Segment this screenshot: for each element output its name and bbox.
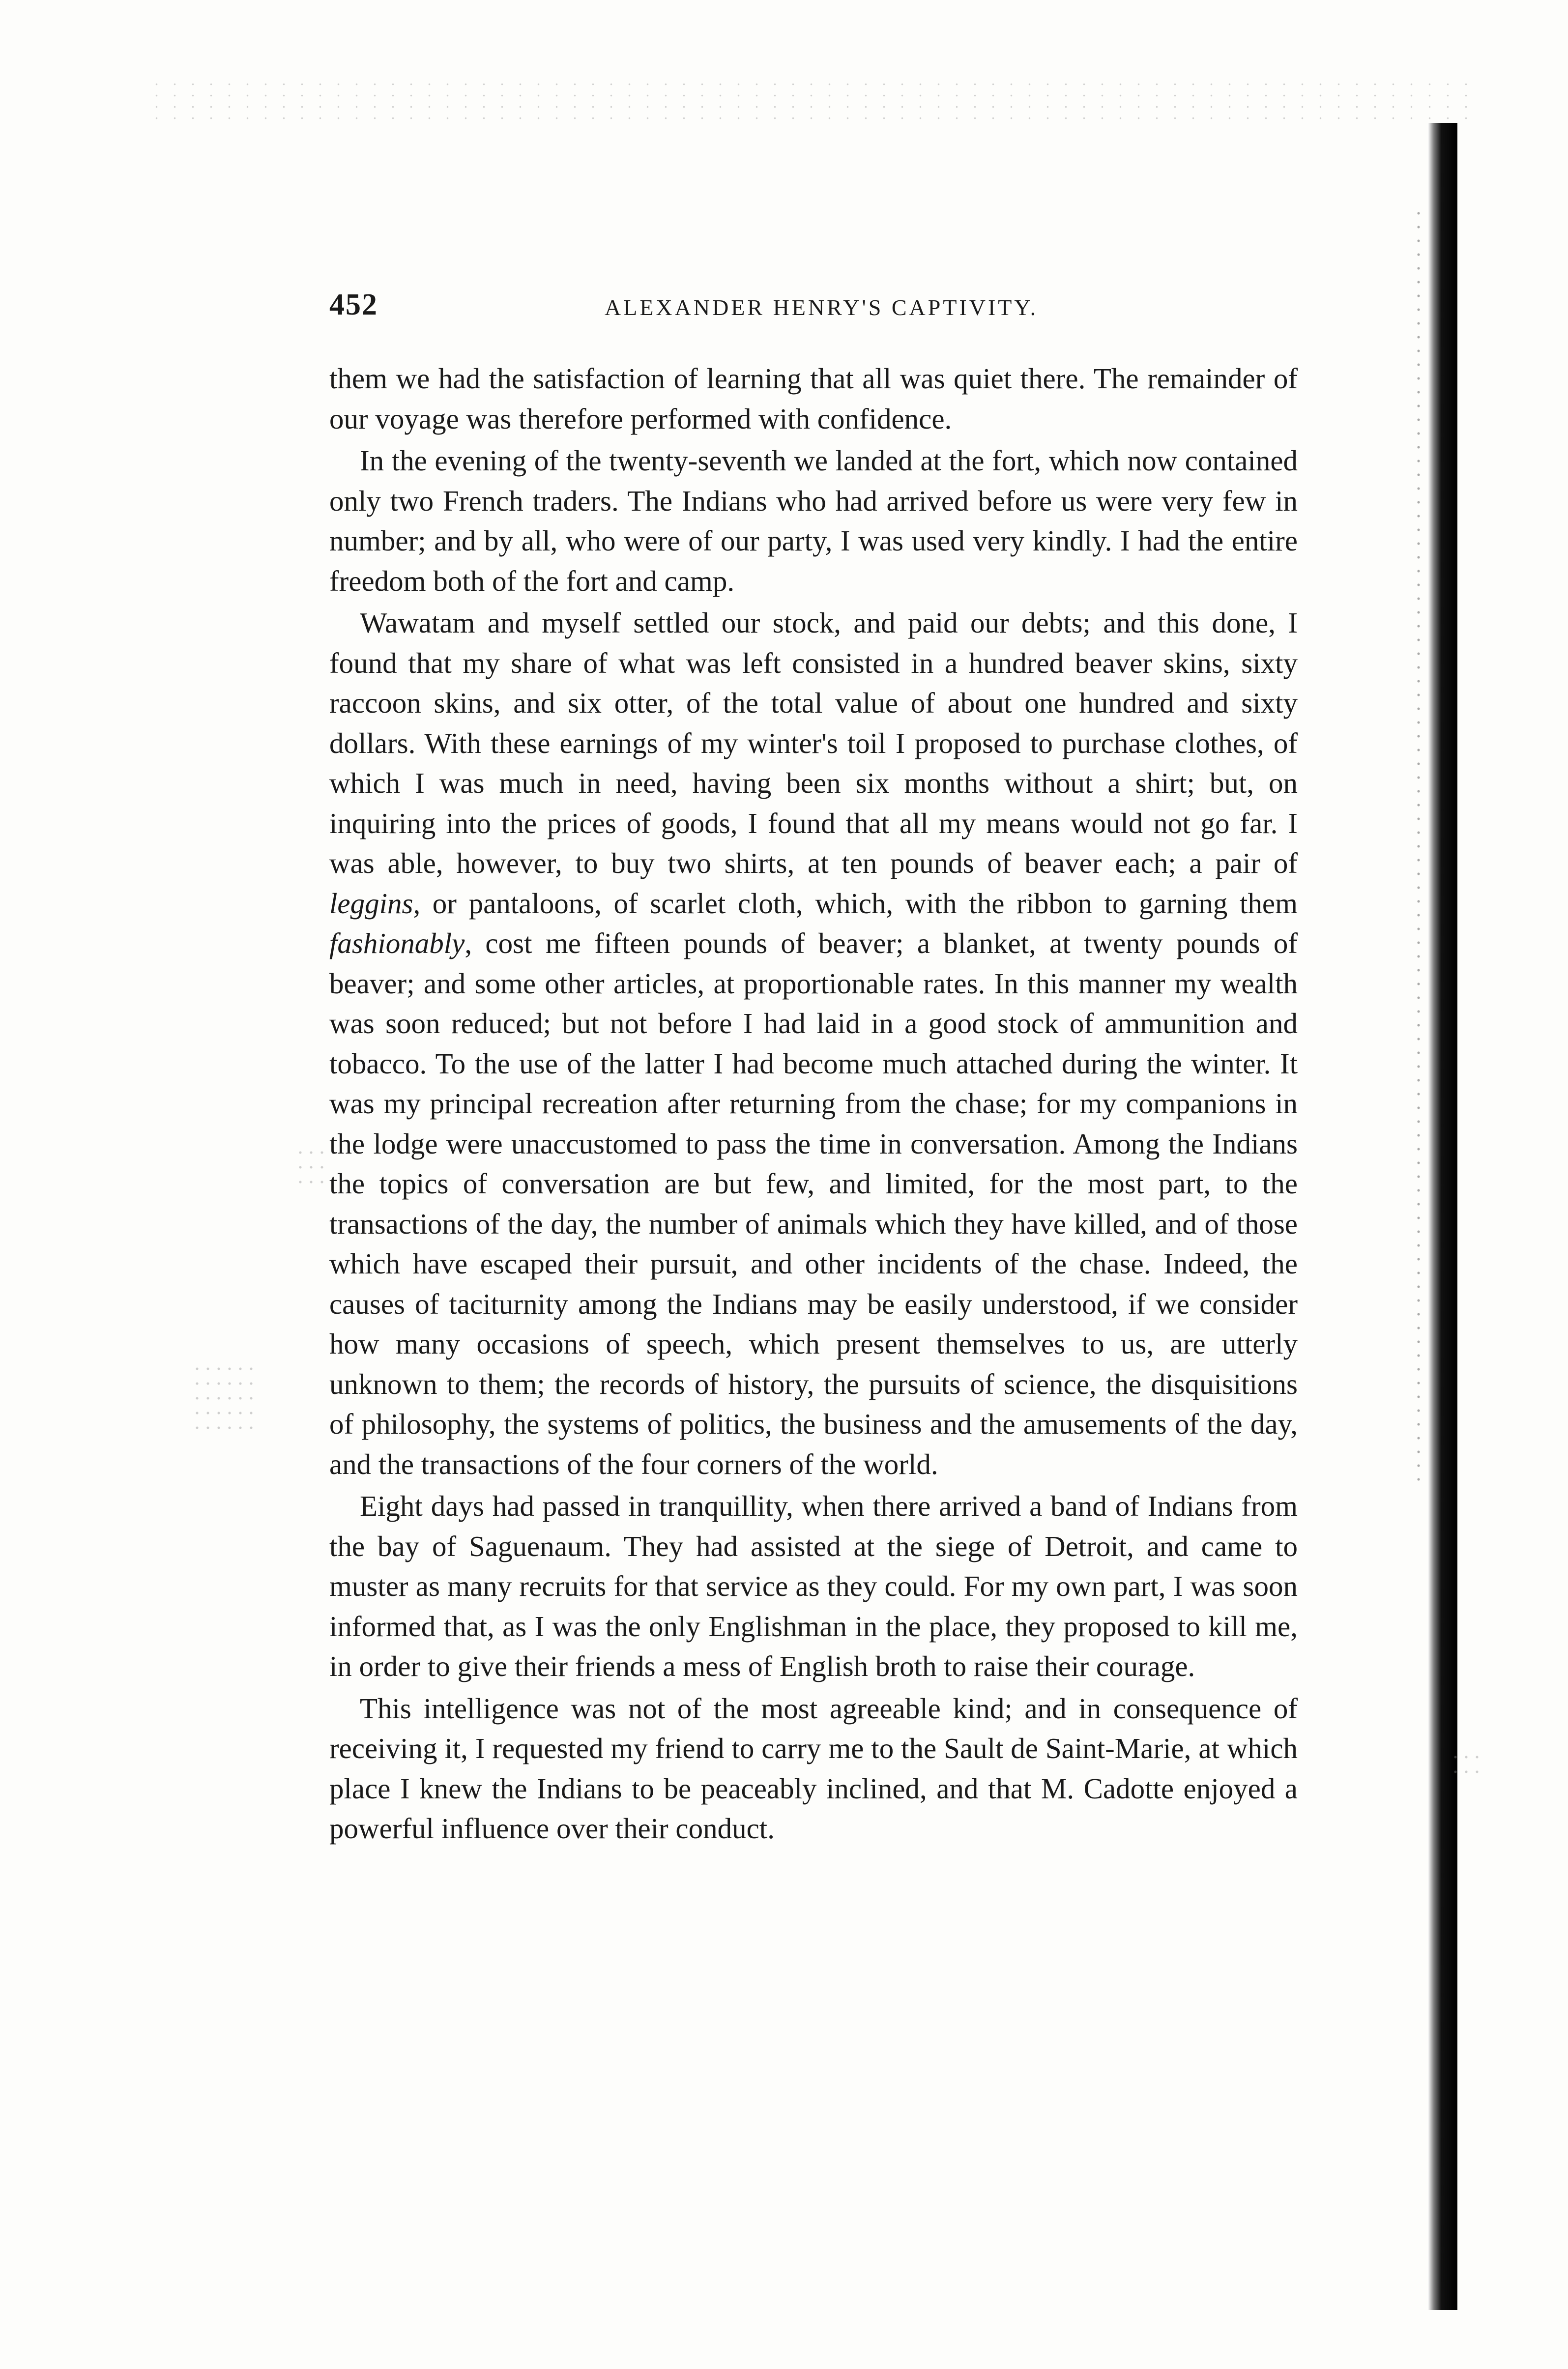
scan-specks bbox=[192, 1361, 256, 1440]
binding-shadow bbox=[1428, 123, 1457, 2310]
body-text bbox=[329, 359, 1298, 1849]
paragraph: Eight days had passed in tranquillity, when there arrived a band of Indians from the bay of Saguenaum. They had assisted at the siege of Detroit, and came to muster as many recruits for that service as they could. For my own part, I was soon informed that, as I was the only Englishman in the place, they proposed to kill me, in order to give their friends a mess of English broth to raise their courage. bbox=[329, 1490, 1298, 1682]
italic-term: fashionably bbox=[329, 927, 465, 959]
page-number: 452 bbox=[329, 288, 378, 321]
text-run: , cost me fifteen pounds of beaver; a blanket, at twenty pounds of beaver; and some other articles, at proportionable rates. In this manner my wealth was soon reduced; but not before I had laid in a good stock of ammunition and tobacco. To the use of the latter I had become much attached during the winter. It was my principal recreation after returning from the chase; for my companions in the lodge were unaccustomed to pass the time in conversation. Among the Indians the topics of conversation are but few, and limited, for the most part, to the transactions of the day, the number of animals which they have killed, and of those which have escaped their pursuit, and other incidents of the chase. Indeed, the causes of taciturnity among the Indians may be easily understood, if we consider how many occasions of speech, which present themselves to us, are utterly unknown to them; the records of history, the pursuits of science, the disquisitions of philosophy, the systems of politics, the business and the amusements of the day, and the transactions of the four corners of the world. bbox=[329, 927, 1298, 1480]
text-run: Wawatam and myself settled our stock, and paid our debts; and this done, I found that my share of what was left consisted in a hundred beaver skins, sixty raccoon skins, and six otter, of the total value of about one hundred and sixty dollars. With these earnings of my winter's toil I proposed to purchase clothes, of which I was much in need, having been six months without a shirt; but, on inquiring into the prices of goods, I found that all my means would not go far. I was able, however, to buy two shirts, at ten pounds of beaver each; a pair of bbox=[329, 607, 1298, 879]
page-header bbox=[329, 288, 1303, 327]
scan-specks bbox=[295, 1145, 324, 1184]
paragraph: This intelligence was not of the most agreeable kind; and in consequence of receiving it, I requested my friend to carry me to the Sault de Saint-Marie, at which place I knew the Indians to be peaceably inclined, and that M. Cadotte enjoyed a powerful influence over their conduct. bbox=[329, 1692, 1298, 1845]
binding-edge bbox=[1416, 206, 1422, 1484]
paragraph: In the evening of the twenty-seventh we landed at the fort, which now contained only two French traders. The Indians who had arrived before us were very few in number; and by all, who were of our party, I was used very kindly. I had the entire freedom both of the fort and camp. bbox=[329, 444, 1298, 597]
running-head: ALEXANDER HENRY'S CAPTIVITY. bbox=[605, 295, 1039, 320]
paragraph: them we had the satisfaction of learning that all was quiet there. The remainder of our voyage was therefore performed with confidence. bbox=[329, 362, 1298, 435]
scan-noise bbox=[147, 79, 1475, 123]
italic-term: leggins bbox=[329, 887, 413, 920]
scan-specks bbox=[1450, 1750, 1480, 1784]
paragraph bbox=[329, 603, 1298, 1484]
text-run: , or pantaloons, of scarlet cloth, which, with the ribbon to garning them bbox=[413, 887, 1298, 920]
